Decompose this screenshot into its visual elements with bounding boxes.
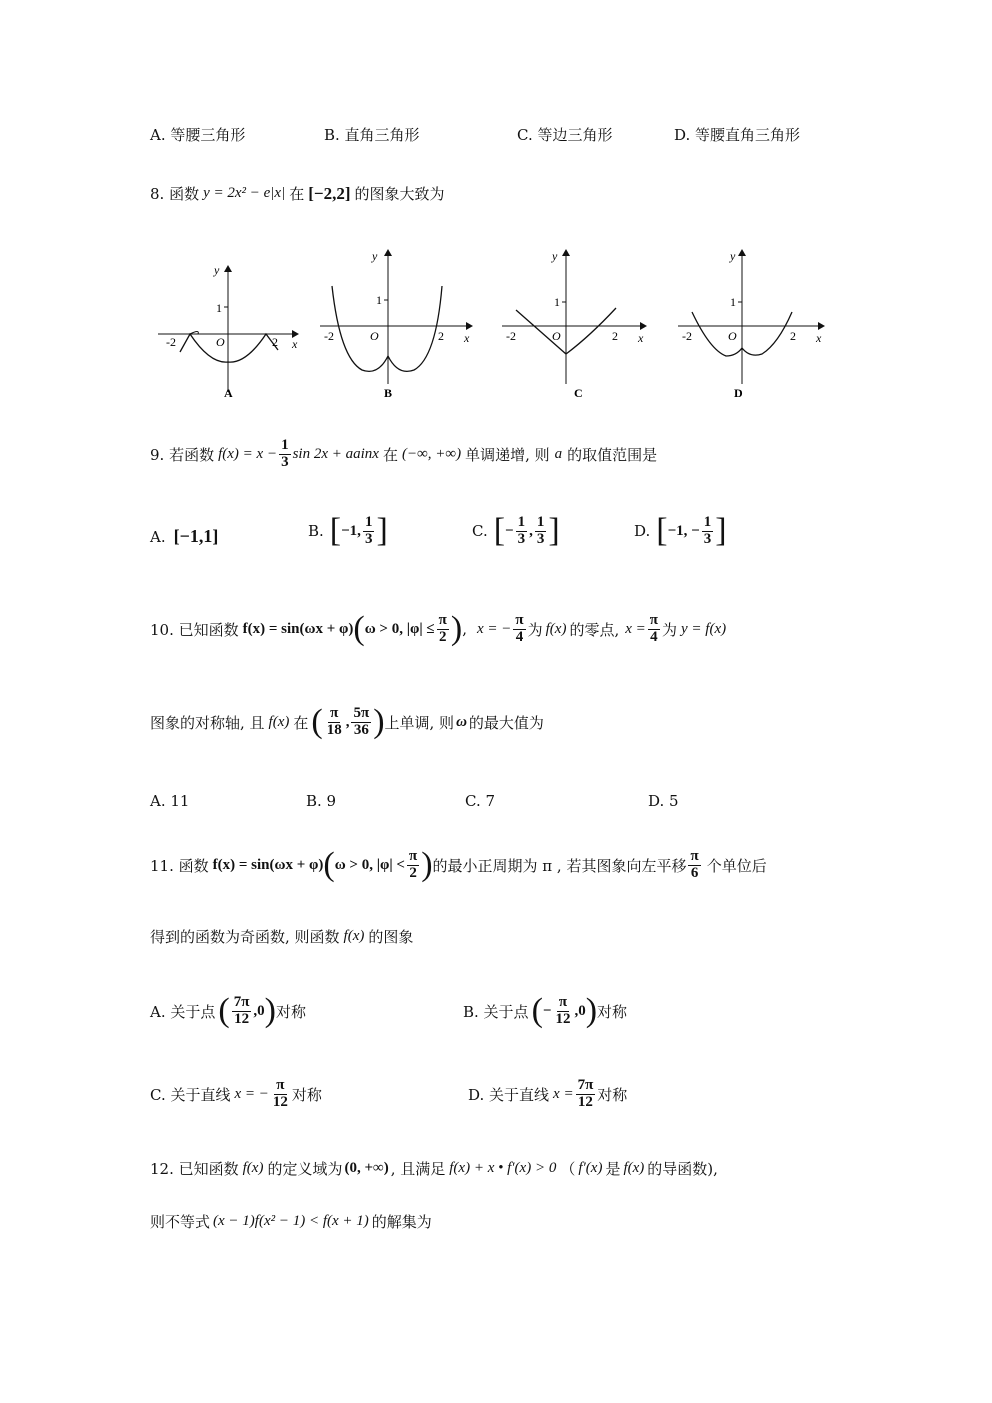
q12-stem-line2: 则不等式 (x − 1)f(x² − 1) < f(x + 1) 的解集为 bbox=[150, 1213, 432, 1231]
svg-text:2: 2 bbox=[438, 329, 444, 343]
q8-prefix: 8. 函数 bbox=[150, 185, 200, 203]
svg-text:-2: -2 bbox=[166, 335, 176, 349]
svg-text:y: y bbox=[214, 263, 220, 277]
svg-text:1: 1 bbox=[554, 295, 560, 309]
svg-text:O: O bbox=[370, 329, 379, 343]
q9-option-b: B. [ −1, $\frac{1}{3}$ ] bbox=[308, 512, 388, 549]
graph-c bbox=[502, 249, 646, 400]
q11-stem-line1: 11. 函数 f(x) = sin(ωx + φ) ( ω > 0, |φ| < $\frac{\pi}{2}$ ) 的最小正周期为 π , 若其图象向左平移 $\frac{\pi}{6}$ 个单位后 bbox=[150, 846, 767, 883]
q8-suffix: 的图象大致为 bbox=[354, 185, 445, 203]
q7-option-d: D. 等腰直角三角形 bbox=[674, 126, 801, 144]
graph-d bbox=[678, 249, 824, 400]
q9-mid: 在 bbox=[382, 445, 398, 464]
q10-stem-line1: 10. 已知函数 f(x) = sin(ωx + φ) ( ω > 0, |φ| ≤ $\frac{\pi}{2}$ ) , x = − $\frac{\pi}{4}$ 为 f(x) 的零点, x = $\frac{\pi}{4}$ 为 y = f(x) bbox=[150, 610, 727, 647]
svg-text:x: x bbox=[464, 331, 470, 345]
q12-stem-line1: 12. 已知函数 f(x) 的定义域为 (0, +∞) , 且满足 f(x) + x • f′(x) > 0 （ f′(x) 是 f(x) 的导函数), bbox=[150, 1160, 718, 1178]
q9-interval: (−∞, +∞) bbox=[401, 445, 462, 462]
q9-rest: sin 2x + aainx bbox=[292, 445, 379, 462]
q11-option-b: B. 关于点 ( − $\frac{\pi}{12}$ ,0 ) 对称 bbox=[463, 992, 628, 1029]
q11-option-d: D. 关于直线 x = $\frac{7\pi}{12}$ 对称 bbox=[468, 1077, 628, 1110]
q7-option-c: C. 等边三角形 bbox=[517, 126, 613, 144]
q9-fraction: $\frac{1}{3}$ bbox=[281, 437, 289, 470]
svg-text:-2: -2 bbox=[682, 329, 692, 343]
q10-option-c: C. 7 bbox=[465, 792, 496, 810]
q10-function: f(x) = sin(ωx + φ) bbox=[242, 620, 354, 637]
q8-interval: [−2,2] bbox=[308, 183, 351, 203]
svg-text:O: O bbox=[728, 329, 737, 343]
svg-text:1: 1 bbox=[216, 301, 222, 315]
q8-graphs bbox=[150, 240, 840, 410]
svg-text:1: 1 bbox=[376, 293, 382, 307]
q8-mid: 在 bbox=[289, 185, 305, 203]
svg-text:y: y bbox=[552, 249, 558, 263]
q9-stem bbox=[150, 438, 657, 471]
svg-text:x: x bbox=[638, 331, 644, 345]
svg-text:2: 2 bbox=[272, 335, 278, 349]
q9-option-a: A. [−1,1] bbox=[150, 526, 219, 546]
graph-b-label: B bbox=[384, 386, 393, 400]
q10-option-b: B. 9 bbox=[306, 792, 337, 810]
q9-lhs: f(x) = x − bbox=[218, 445, 278, 462]
svg-text:x: x bbox=[292, 337, 298, 351]
q8-stem bbox=[150, 183, 445, 204]
q7-option-a: A. 等腰三角形 bbox=[150, 126, 246, 144]
graph-a bbox=[158, 263, 298, 400]
q10-prefix: 10. 已知函数 bbox=[150, 620, 239, 639]
q9-var: a bbox=[554, 445, 563, 462]
svg-text:y: y bbox=[372, 249, 378, 263]
q11-option-c: C. 关于直线 x = − $\frac{\pi}{12}$ 对称 bbox=[150, 1077, 322, 1110]
svg-text:O: O bbox=[216, 335, 225, 349]
svg-text:O: O bbox=[552, 329, 561, 343]
graph-b bbox=[320, 249, 472, 400]
q10-stem-line2: 图象的对称轴, 且 f(x) 在 ( $\frac{\pi}{18}$ , $\frac{5\pi}{36}$ ) 上单调, 则 ω 的最大值为 bbox=[150, 703, 544, 740]
svg-text:y: y bbox=[730, 249, 736, 263]
svg-text:2: 2 bbox=[612, 329, 618, 343]
svg-text:1: 1 bbox=[730, 295, 736, 309]
svg-text:2: 2 bbox=[790, 329, 796, 343]
q10-condition: ω > 0, |φ| ≤ bbox=[364, 620, 435, 637]
svg-text:-2: -2 bbox=[506, 329, 516, 343]
q8-function: y = 2x² − e|x| bbox=[203, 185, 286, 201]
graph-d-label: D bbox=[734, 386, 743, 400]
q9-option-c: C. [ − $\frac{1}{3}$ , $\frac{1}{3}$ ] bbox=[472, 512, 560, 549]
graph-c-label: C bbox=[574, 386, 583, 400]
svg-text:-2: -2 bbox=[324, 329, 334, 343]
q11-option-a: A. 关于点 ( $\frac{7\pi}{12}$ ,0 ) 对称 bbox=[150, 992, 307, 1029]
graph-a-label: A bbox=[224, 386, 233, 400]
q10-option-d: D. 5 bbox=[648, 792, 679, 810]
svg-text:x: x bbox=[816, 331, 822, 345]
q11-stem-line2: 得到的函数为奇函数, 则函数 f(x) 的图象 bbox=[150, 928, 414, 946]
q7-option-b: B. 直角三角形 bbox=[324, 126, 420, 144]
q9-option-d: D. [ −1, − $\frac{1}{3}$ ] bbox=[634, 512, 727, 549]
q9-suffix: 单调递增, 则 bbox=[465, 445, 550, 464]
q9-prefix: 9. 若函数 bbox=[150, 445, 215, 464]
q10-option-a: A. 11 bbox=[150, 792, 190, 810]
q9-suffix2: 的取值范围是 bbox=[567, 445, 658, 464]
